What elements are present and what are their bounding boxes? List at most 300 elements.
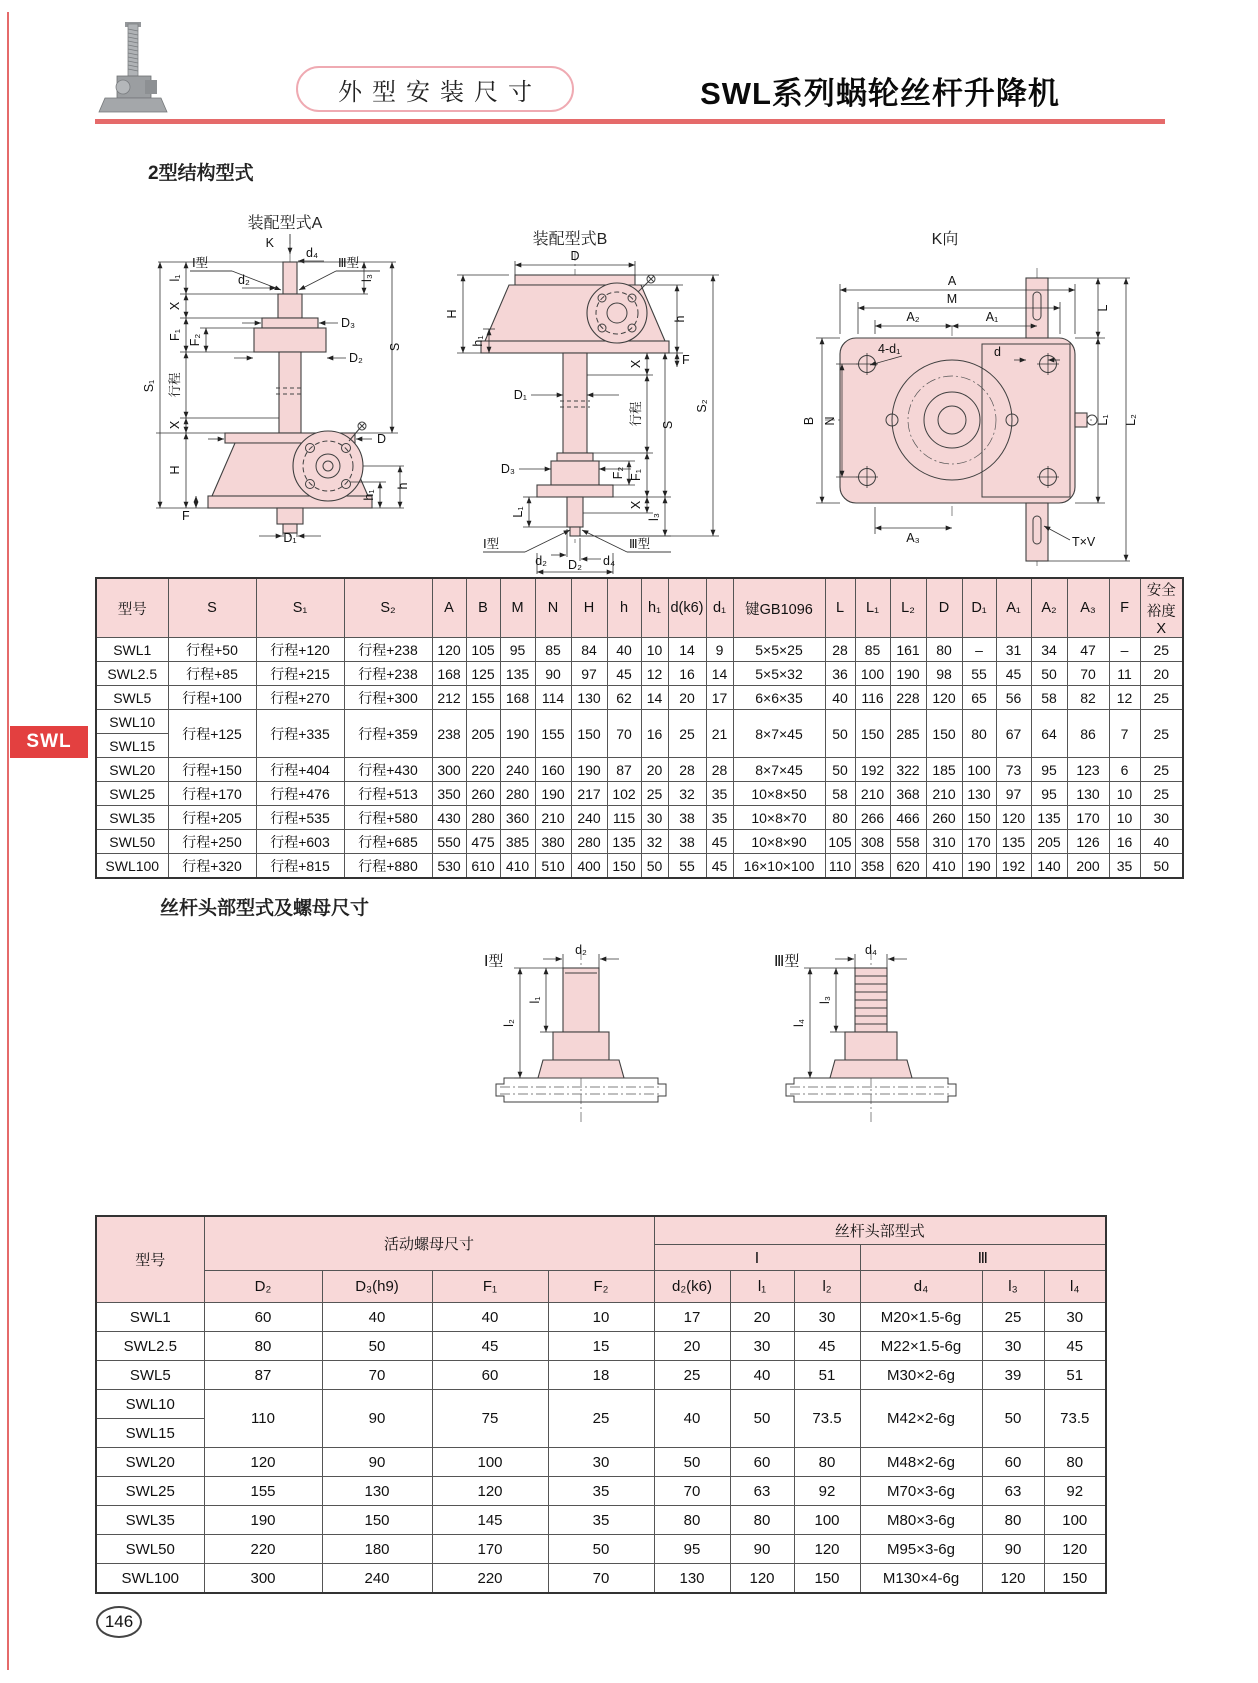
value-cell: 5×5×32: [733, 662, 825, 686]
value-cell: 170: [962, 830, 996, 854]
value-cell: 155: [466, 686, 500, 710]
value-cell: 行程+513: [344, 782, 432, 806]
value-cell: 105: [466, 638, 500, 662]
value-cell: 50: [322, 1332, 432, 1361]
diagram-a-title: 装配型式A: [247, 215, 323, 232]
diagram-type-label: Ⅲ型: [774, 953, 800, 970]
header-cell: Ⅲ: [860, 1245, 1106, 1271]
value-cell: 160: [535, 758, 571, 782]
value-cell: 190: [535, 782, 571, 806]
value-cell: 85: [855, 638, 890, 662]
value-cell: 60: [730, 1448, 794, 1477]
dim-label: l₁: [528, 996, 542, 1004]
value-cell: 20: [668, 686, 706, 710]
value-cell: 30: [641, 806, 668, 830]
value-cell: 135: [1031, 806, 1067, 830]
header-cell: d₂(k6): [654, 1271, 730, 1303]
value-cell: 35: [1109, 854, 1140, 879]
value-cell: 280: [571, 830, 607, 854]
screw-head-drawing-1: [496, 950, 666, 1124]
value-cell: 32: [668, 782, 706, 806]
dim-label: L₁: [1096, 414, 1110, 426]
value-cell: 25: [982, 1303, 1044, 1332]
value-cell: 行程+250: [168, 830, 256, 854]
value-cell: 70: [548, 1564, 654, 1594]
value-cell: 50: [982, 1390, 1044, 1448]
value-cell: 10×8×70: [733, 806, 825, 830]
dim-label: d₄: [864, 943, 878, 957]
table-row: [96, 830, 1183, 854]
value-cell: 120: [1044, 1535, 1106, 1564]
value-cell: 73.5: [794, 1390, 860, 1448]
header-cell: L₁: [855, 578, 890, 638]
value-cell: 150: [1044, 1564, 1106, 1594]
dim-label: H: [168, 465, 182, 475]
value-cell: 220: [204, 1535, 322, 1564]
value-cell: 38: [668, 830, 706, 854]
value-cell: 14: [641, 686, 668, 710]
value-cell: 310: [926, 830, 962, 854]
model-cell: SWL2.5: [96, 662, 168, 686]
dim-label: D₂: [568, 558, 582, 572]
value-cell: 90: [322, 1448, 432, 1477]
value-cell: 100: [1044, 1506, 1106, 1535]
dim-label: S: [388, 342, 402, 352]
value-cell: 15: [548, 1332, 654, 1361]
value-cell: 40: [322, 1303, 432, 1332]
value-cell: 25: [654, 1361, 730, 1390]
header-cell: l₂: [794, 1271, 860, 1303]
table-row: [96, 710, 1183, 734]
value-cell: 130: [571, 686, 607, 710]
value-cell: 6×6×35: [733, 686, 825, 710]
header-cell: 型号: [96, 578, 168, 638]
header-cell: H: [571, 578, 607, 638]
page-number: 146: [96, 1606, 142, 1638]
value-cell: 50: [548, 1535, 654, 1564]
dim-label: d₄: [603, 554, 616, 568]
value-cell: 45: [1044, 1332, 1106, 1361]
dim-label: L₂: [1124, 414, 1138, 426]
value-cell: 161: [890, 638, 926, 662]
dim-label: X: [168, 420, 182, 430]
value-cell: 35: [706, 782, 733, 806]
value-cell: 28: [668, 758, 706, 782]
value-cell: 20: [641, 758, 668, 782]
value-cell: –: [1109, 638, 1140, 662]
value-cell: 25: [668, 710, 706, 758]
value-cell: 466: [890, 806, 926, 830]
model-cell: SWL50: [96, 830, 168, 854]
installation-dimensions-table: [95, 577, 1184, 879]
diagram-b-title: 装配型式B: [532, 231, 608, 248]
value-cell: 150: [607, 854, 641, 879]
dim-label: Ⅲ型: [629, 537, 651, 551]
value-cell: 168: [432, 662, 466, 686]
header-cell: L₂: [890, 578, 926, 638]
value-cell: 30: [1044, 1303, 1106, 1332]
model-cell: SWL15: [96, 1419, 204, 1448]
value-cell: 10: [641, 638, 668, 662]
value-cell: 17: [654, 1303, 730, 1332]
value-cell: 300: [204, 1564, 322, 1594]
header-cell: M: [500, 578, 535, 638]
dim-label: S₂: [695, 399, 709, 413]
dim-label: A₂: [906, 310, 920, 324]
dim-label: X: [629, 359, 643, 369]
value-cell: 45: [706, 830, 733, 854]
header-row: [96, 1271, 1106, 1303]
table-row: [96, 1303, 1106, 1332]
value-cell: 行程+300: [344, 686, 432, 710]
value-cell: 17: [706, 686, 733, 710]
value-cell: 210: [926, 782, 962, 806]
value-cell: 25: [1140, 758, 1183, 782]
value-cell: 63: [982, 1477, 1044, 1506]
value-cell: 82: [1067, 686, 1109, 710]
header-cell: A₃: [1067, 578, 1109, 638]
value-cell: 150: [322, 1506, 432, 1535]
value-cell: 5×5×25: [733, 638, 825, 662]
header-cell: S₁: [256, 578, 344, 638]
value-cell: 130: [1067, 782, 1109, 806]
value-cell: 410: [926, 854, 962, 879]
value-cell: 50: [641, 854, 668, 879]
value-cell: 130: [962, 782, 996, 806]
value-cell: 34: [1031, 638, 1067, 662]
model-cell: SWL15: [96, 734, 168, 758]
value-cell: 行程+535: [256, 806, 344, 830]
value-cell: 95: [500, 638, 535, 662]
value-cell: 120: [794, 1535, 860, 1564]
model-cell: SWL20: [96, 758, 168, 782]
value-cell: 155: [535, 710, 571, 758]
value-cell: 120: [432, 638, 466, 662]
diagram-type-label: Ⅰ型: [484, 953, 504, 970]
value-cell: 20: [730, 1303, 794, 1332]
value-cell: 185: [926, 758, 962, 782]
header-cell: d₄: [860, 1271, 982, 1303]
model-cell: SWL35: [96, 1506, 204, 1535]
value-cell: –: [962, 638, 996, 662]
value-cell: M95×3-6g: [860, 1535, 982, 1564]
value-cell: 80: [962, 710, 996, 758]
value-cell: 92: [794, 1477, 860, 1506]
value-cell: 40: [730, 1361, 794, 1390]
value-cell: 240: [500, 758, 535, 782]
value-cell: 87: [204, 1361, 322, 1390]
dim-label: l₃: [818, 996, 832, 1004]
value-cell: 21: [706, 710, 733, 758]
value-cell: 150: [926, 710, 962, 758]
value-cell: 30: [794, 1303, 860, 1332]
value-cell: 120: [730, 1564, 794, 1594]
dim-label: X: [168, 301, 182, 311]
value-cell: 62: [607, 686, 641, 710]
header-cell: B: [466, 578, 500, 638]
value-cell: 80: [730, 1506, 794, 1535]
value-cell: 238: [432, 710, 466, 758]
value-cell: 70: [322, 1361, 432, 1390]
value-cell: 80: [654, 1506, 730, 1535]
header-row: [96, 1216, 1106, 1245]
value-cell: 行程+100: [168, 686, 256, 710]
header-cell: d₁: [706, 578, 733, 638]
value-cell: 28: [706, 758, 733, 782]
value-cell: 7: [1109, 710, 1140, 758]
value-cell: 行程+85: [168, 662, 256, 686]
section-badge: [296, 66, 574, 112]
value-cell: 126: [1067, 830, 1109, 854]
value-cell: 125: [466, 662, 500, 686]
value-cell: 45: [794, 1332, 860, 1361]
value-cell: 90: [982, 1535, 1044, 1564]
value-cell: 行程+170: [168, 782, 256, 806]
value-cell: M20×1.5-6g: [860, 1303, 982, 1332]
value-cell: 32: [641, 830, 668, 854]
value-cell: 行程+205: [168, 806, 256, 830]
dim-label: d: [994, 345, 1001, 359]
value-cell: 40: [432, 1303, 548, 1332]
table-row: [96, 806, 1183, 830]
value-cell: 行程+430: [344, 758, 432, 782]
value-cell: 368: [890, 782, 926, 806]
dim-label: 行程: [168, 372, 182, 398]
value-cell: 100: [432, 1448, 548, 1477]
table-row: [96, 854, 1183, 879]
value-cell: 212: [432, 686, 466, 710]
header-cell: A₁: [996, 578, 1031, 638]
value-cell: 行程+404: [256, 758, 344, 782]
value-cell: 行程+320: [168, 854, 256, 879]
header-cell: 型号: [96, 1216, 204, 1303]
value-cell: 14: [668, 638, 706, 662]
value-cell: M42×2-6g: [860, 1390, 982, 1448]
value-cell: 8×7×45: [733, 758, 825, 782]
dim-label: F: [682, 353, 690, 367]
value-cell: 8×7×45: [733, 710, 825, 758]
value-cell: 50: [730, 1390, 794, 1448]
diagram-k-title: K向: [931, 231, 959, 248]
value-cell: 80: [1044, 1448, 1106, 1477]
dim-label: l₄: [792, 1019, 806, 1027]
value-cell: 400: [571, 854, 607, 879]
value-cell: 73: [996, 758, 1031, 782]
value-cell: 31: [996, 638, 1031, 662]
value-cell: 85: [535, 638, 571, 662]
value-cell: 70: [1067, 662, 1109, 686]
value-cell: 135: [607, 830, 641, 854]
value-cell: 123: [1067, 758, 1109, 782]
value-cell: 87: [607, 758, 641, 782]
value-cell: 98: [926, 662, 962, 686]
value-cell: 192: [996, 854, 1031, 879]
value-cell: 170: [432, 1535, 548, 1564]
value-cell: 322: [890, 758, 926, 782]
model-cell: SWL2.5: [96, 1332, 204, 1361]
value-cell: 116: [855, 686, 890, 710]
jack-photo-drawing: [99, 22, 167, 112]
dim-label: N: [823, 416, 837, 426]
dim-label: d₂: [535, 554, 547, 568]
value-cell: 行程+270: [256, 686, 344, 710]
header-cell: h: [607, 578, 641, 638]
diagram-screw-head-type1: [458, 942, 698, 1127]
dim-label: h: [396, 482, 410, 490]
side-tab-swl: SWL: [10, 726, 88, 758]
value-cell: 行程+150: [168, 758, 256, 782]
value-cell: 220: [466, 758, 500, 782]
value-cell: 280: [466, 806, 500, 830]
value-cell: 25: [641, 782, 668, 806]
value-cell: 行程+50: [168, 638, 256, 662]
value-cell: 95: [654, 1535, 730, 1564]
value-cell: 47: [1067, 638, 1109, 662]
model-cell: SWL100: [96, 1564, 204, 1594]
jack-drawing-k: [825, 268, 1097, 568]
dim-label: l₃: [360, 274, 374, 282]
dim-label: D: [377, 432, 387, 446]
value-cell: 行程+880: [344, 854, 432, 879]
value-cell: 12: [641, 662, 668, 686]
screw-head-drawing-3: [786, 950, 956, 1124]
value-cell: 行程+238: [344, 662, 432, 686]
value-cell: 30: [1140, 806, 1183, 830]
value-cell: 410: [500, 854, 535, 879]
header-cell: l₃: [982, 1271, 1044, 1303]
value-cell: 210: [535, 806, 571, 830]
table-row: [96, 782, 1183, 806]
diagram-screw-head-type3: [748, 942, 988, 1127]
model-cell: SWL10: [96, 710, 168, 734]
value-cell: 90: [322, 1390, 432, 1448]
heading-screw-head: 丝杆头部型式及螺母尺寸: [160, 898, 370, 919]
header-cell: F₂: [548, 1271, 654, 1303]
value-cell: 80: [794, 1448, 860, 1477]
page-title: SWL系列蜗轮丝杆升降机: [700, 76, 1060, 111]
value-cell: 10: [1109, 782, 1140, 806]
value-cell: 135: [996, 830, 1031, 854]
value-cell: 84: [571, 638, 607, 662]
value-cell: 16: [641, 710, 668, 758]
value-cell: 75: [432, 1390, 548, 1448]
dim-label: D₂: [349, 351, 363, 365]
value-cell: 558: [890, 830, 926, 854]
value-cell: 95: [1031, 758, 1067, 782]
value-cell: 行程+125: [168, 710, 256, 758]
value-cell: 51: [1044, 1361, 1106, 1390]
dim-label: F₁: [168, 329, 182, 341]
value-cell: 60: [204, 1303, 322, 1332]
value-cell: 430: [432, 806, 466, 830]
table-row: [96, 1390, 1106, 1419]
value-cell: 65: [962, 686, 996, 710]
value-cell: 行程+238: [344, 638, 432, 662]
value-cell: 102: [607, 782, 641, 806]
value-cell: 58: [1031, 686, 1067, 710]
table-row: [96, 1564, 1106, 1594]
jack-drawing-a: [208, 234, 372, 538]
value-cell: 行程+815: [256, 854, 344, 879]
table-row: [96, 1535, 1106, 1564]
value-cell: 行程+685: [344, 830, 432, 854]
dim-label: F₂: [188, 333, 202, 347]
value-cell: 10: [1109, 806, 1140, 830]
dim-label: M: [946, 292, 958, 306]
value-cell: 55: [668, 854, 706, 879]
value-cell: 20: [1140, 662, 1183, 686]
value-cell: 300: [432, 758, 466, 782]
value-cell: 30: [730, 1332, 794, 1361]
value-cell: 行程+120: [256, 638, 344, 662]
value-cell: 97: [571, 662, 607, 686]
value-cell: M130×4-6g: [860, 1564, 982, 1594]
value-cell: 192: [855, 758, 890, 782]
dim-label: S₁: [142, 379, 156, 393]
value-cell: 260: [466, 782, 500, 806]
header-cell: D₁: [962, 578, 996, 638]
value-cell: 80: [204, 1332, 322, 1361]
header-cell: d(k6): [668, 578, 706, 638]
dim-label: Ⅰ型: [192, 256, 209, 270]
value-cell: 530: [432, 854, 466, 879]
header-cell: S: [168, 578, 256, 638]
value-cell: 50: [825, 758, 855, 782]
value-cell: 380: [535, 830, 571, 854]
value-cell: 90: [730, 1535, 794, 1564]
table-row: [96, 758, 1183, 782]
dim-label: l₂: [502, 1019, 516, 1027]
model-cell: SWL1: [96, 1303, 204, 1332]
table-row: [96, 638, 1183, 662]
header-cell: h₁: [641, 578, 668, 638]
value-cell: 260: [926, 806, 962, 830]
value-cell: 45: [706, 854, 733, 879]
value-cell: 16: [668, 662, 706, 686]
value-cell: 10×8×50: [733, 782, 825, 806]
diagram-assembly-a: [140, 228, 430, 543]
value-cell: 92: [1044, 1477, 1106, 1506]
value-cell: 6: [1109, 758, 1140, 782]
dim-label: A₁: [985, 310, 999, 324]
header-cell: D: [926, 578, 962, 638]
value-cell: 145: [432, 1506, 548, 1535]
value-cell: 16×10×100: [733, 854, 825, 879]
value-cell: 38: [668, 806, 706, 830]
value-cell: 150: [794, 1564, 860, 1594]
value-cell: 50: [654, 1448, 730, 1477]
dim-label: D₃: [500, 462, 515, 476]
value-cell: 150: [962, 806, 996, 830]
value-cell: 114: [535, 686, 571, 710]
value-cell: M22×1.5-6g: [860, 1332, 982, 1361]
header-cell: S₂: [344, 578, 432, 638]
dim-label: Ⅰ型: [483, 537, 500, 551]
value-cell: 45: [996, 662, 1031, 686]
model-cell: SWL1: [96, 638, 168, 662]
header-row: [96, 578, 1183, 638]
dim-label: 4-d₁: [878, 342, 901, 356]
model-cell: SWL50: [96, 1535, 204, 1564]
value-cell: 9: [706, 638, 733, 662]
value-cell: 60: [432, 1361, 548, 1390]
value-cell: 55: [962, 662, 996, 686]
header-cell: D₂: [204, 1271, 322, 1303]
dim-label: F: [182, 509, 190, 523]
left-margin-rule: [7, 12, 9, 1670]
value-cell: 190: [571, 758, 607, 782]
jack-drawing-b: [481, 251, 669, 543]
